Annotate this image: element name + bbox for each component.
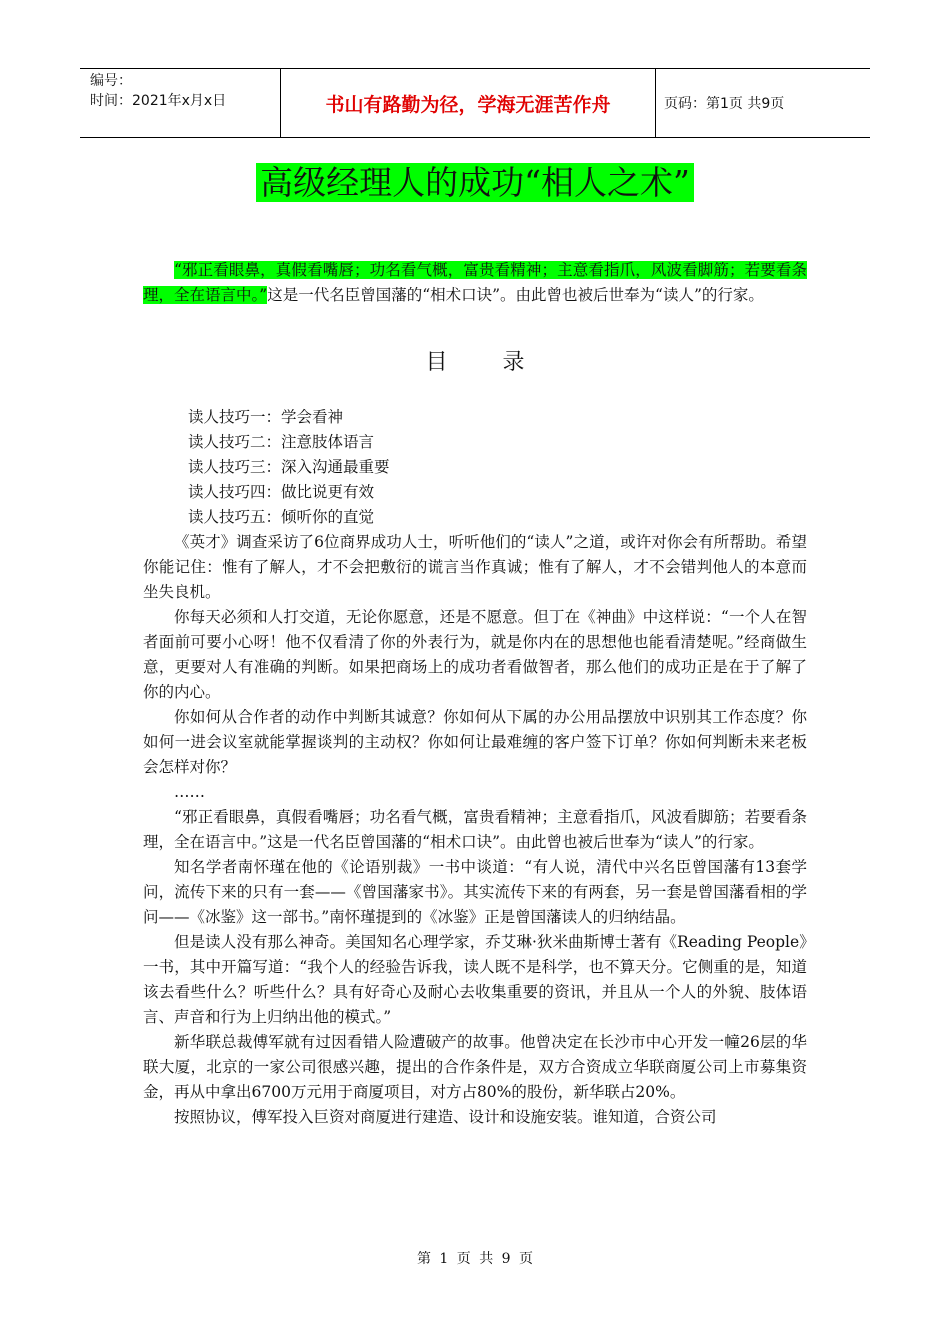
header-motto xyxy=(280,69,656,137)
page-footer: 第 1 页 共 9 页 xyxy=(416,1251,534,1267)
intro-paragraph xyxy=(143,258,807,308)
intro-highlight: “邪正看眼鼻，真假看嘴唇；功名看气概，富贵看精神；主意看指爪，风波看脚筋；若要看条理，全在语言中。” xyxy=(143,261,807,304)
body-paragraph: 新华联总裁傅军就有过因看错人险遭破产的故事。他曾决定在长沙市中心开发一幢26层的华联大厦，北京的一家公司很感兴趣，提出的合作条件是，双方合资成立华联商厦公司上市募集资金，再从中拿出6700万元用于商厦项目，对方占80%的股份，新华联占20%。 xyxy=(143,1033,807,1101)
time-label: 时间：2021年x月x日 xyxy=(90,93,227,109)
ellipsis-paragraph: …… xyxy=(174,783,205,801)
header-page-info: 页码：第1页 共9页 xyxy=(664,96,785,112)
document-title xyxy=(0,162,950,204)
document-body xyxy=(143,258,807,1130)
toc-item: 读人技巧三：深入沟通最重要 xyxy=(188,458,390,476)
body-paragraph: 但是读人没有那么神奇。美国知名心理学家，乔艾琳·狄米曲斯博士著有《Reading People》一书，其中开篇写道：“我个人的经验告诉我，读人既不是科学，也不算天分。它侧重的是，知道该去看些什么？听些什么？具有好奇心及耐心去收集重要的资讯，并且从一个人的外貌、肢体语言、声音和行为上归纳出他的模式。” xyxy=(143,933,807,1026)
title-text: 高级经理人的成功“相人之术” xyxy=(256,163,694,202)
toc-item: 读人技巧四：做比说更有效 xyxy=(188,483,375,501)
motto-text: 书山有路勤为径，学海无涯苦作舟 xyxy=(325,93,611,116)
header-meta xyxy=(80,69,280,137)
toc-item: 读人技巧五：倾听你的直觉 xyxy=(188,508,375,526)
body-paragraph: 按照协议，傅军投入巨资对商厦进行建造、设计和设施安装。谁知道，合资公司 xyxy=(174,1108,717,1126)
toc-item: 读人技巧一：学会看神 xyxy=(188,408,344,426)
body-paragraph: “邪正看眼鼻，真假看嘴唇；功名看气概，富贵看精神；主意看指爪，风波看脚筋；若要看条理，全在语言中。”这是一代名臣曾国藩的“相术口诀”。由此曾也被后世奉为“读人”的行家。 xyxy=(143,808,807,851)
body-paragraph: 你如何从合作者的动作中判断其诚意？你如何从下属的办公用品摆放中识别其工作态度？你如何一进会议室就能掌握谈判的主动权？你如何让最难缠的客户签下订单？你如何判断未来老板会怎样对你？ xyxy=(143,708,807,776)
toc-item: 读人技巧二：注意肢体语言 xyxy=(188,433,375,451)
body-paragraph: 你每天必须和人打交道，无论你愿意，还是不愿意。但丁在《神曲》中这样说：“一个人在智者面前可要小心呀！他不仅看清了你的外表行为，就是你内在的思想他也能看清楚呢。”经商做生意，更要对人有准确的判断。如果把商场上的成功者看做智者，那么他们的成功正是在于了解了你的内心。 xyxy=(143,608,807,701)
toc-heading: 目 录 xyxy=(425,350,549,375)
number-label: 编号： xyxy=(90,73,132,89)
intro-rest: 这是一代名臣曾国藩的“相术口诀”。由此曾也被后世奉为“读人”的行家。 xyxy=(267,286,764,304)
document-header xyxy=(80,68,870,138)
body-paragraph: 《英才》调查采访了6位商界成功人士，听听他们的“读人”之道，或许对你会有所帮助。希望你能记住：惟有了解人，才不会把敷衍的谎言当作真诚；惟有了解人，才不会错判他人的本意而坐失良机。 xyxy=(143,533,807,601)
body-paragraph: 知名学者南怀瑾在他的《论语别裁》一书中谈道：“有人说，清代中兴名臣曾国藩有13套学问，流传下来的只有一套——《曾国藩家书》。其实流传下来的有两套，另一套是曾国藩看相的学问——《冰鉴》这一部书。”南怀瑾提到的《冰鉴》正是曾国藩读人的归纳结晶。 xyxy=(143,858,807,926)
